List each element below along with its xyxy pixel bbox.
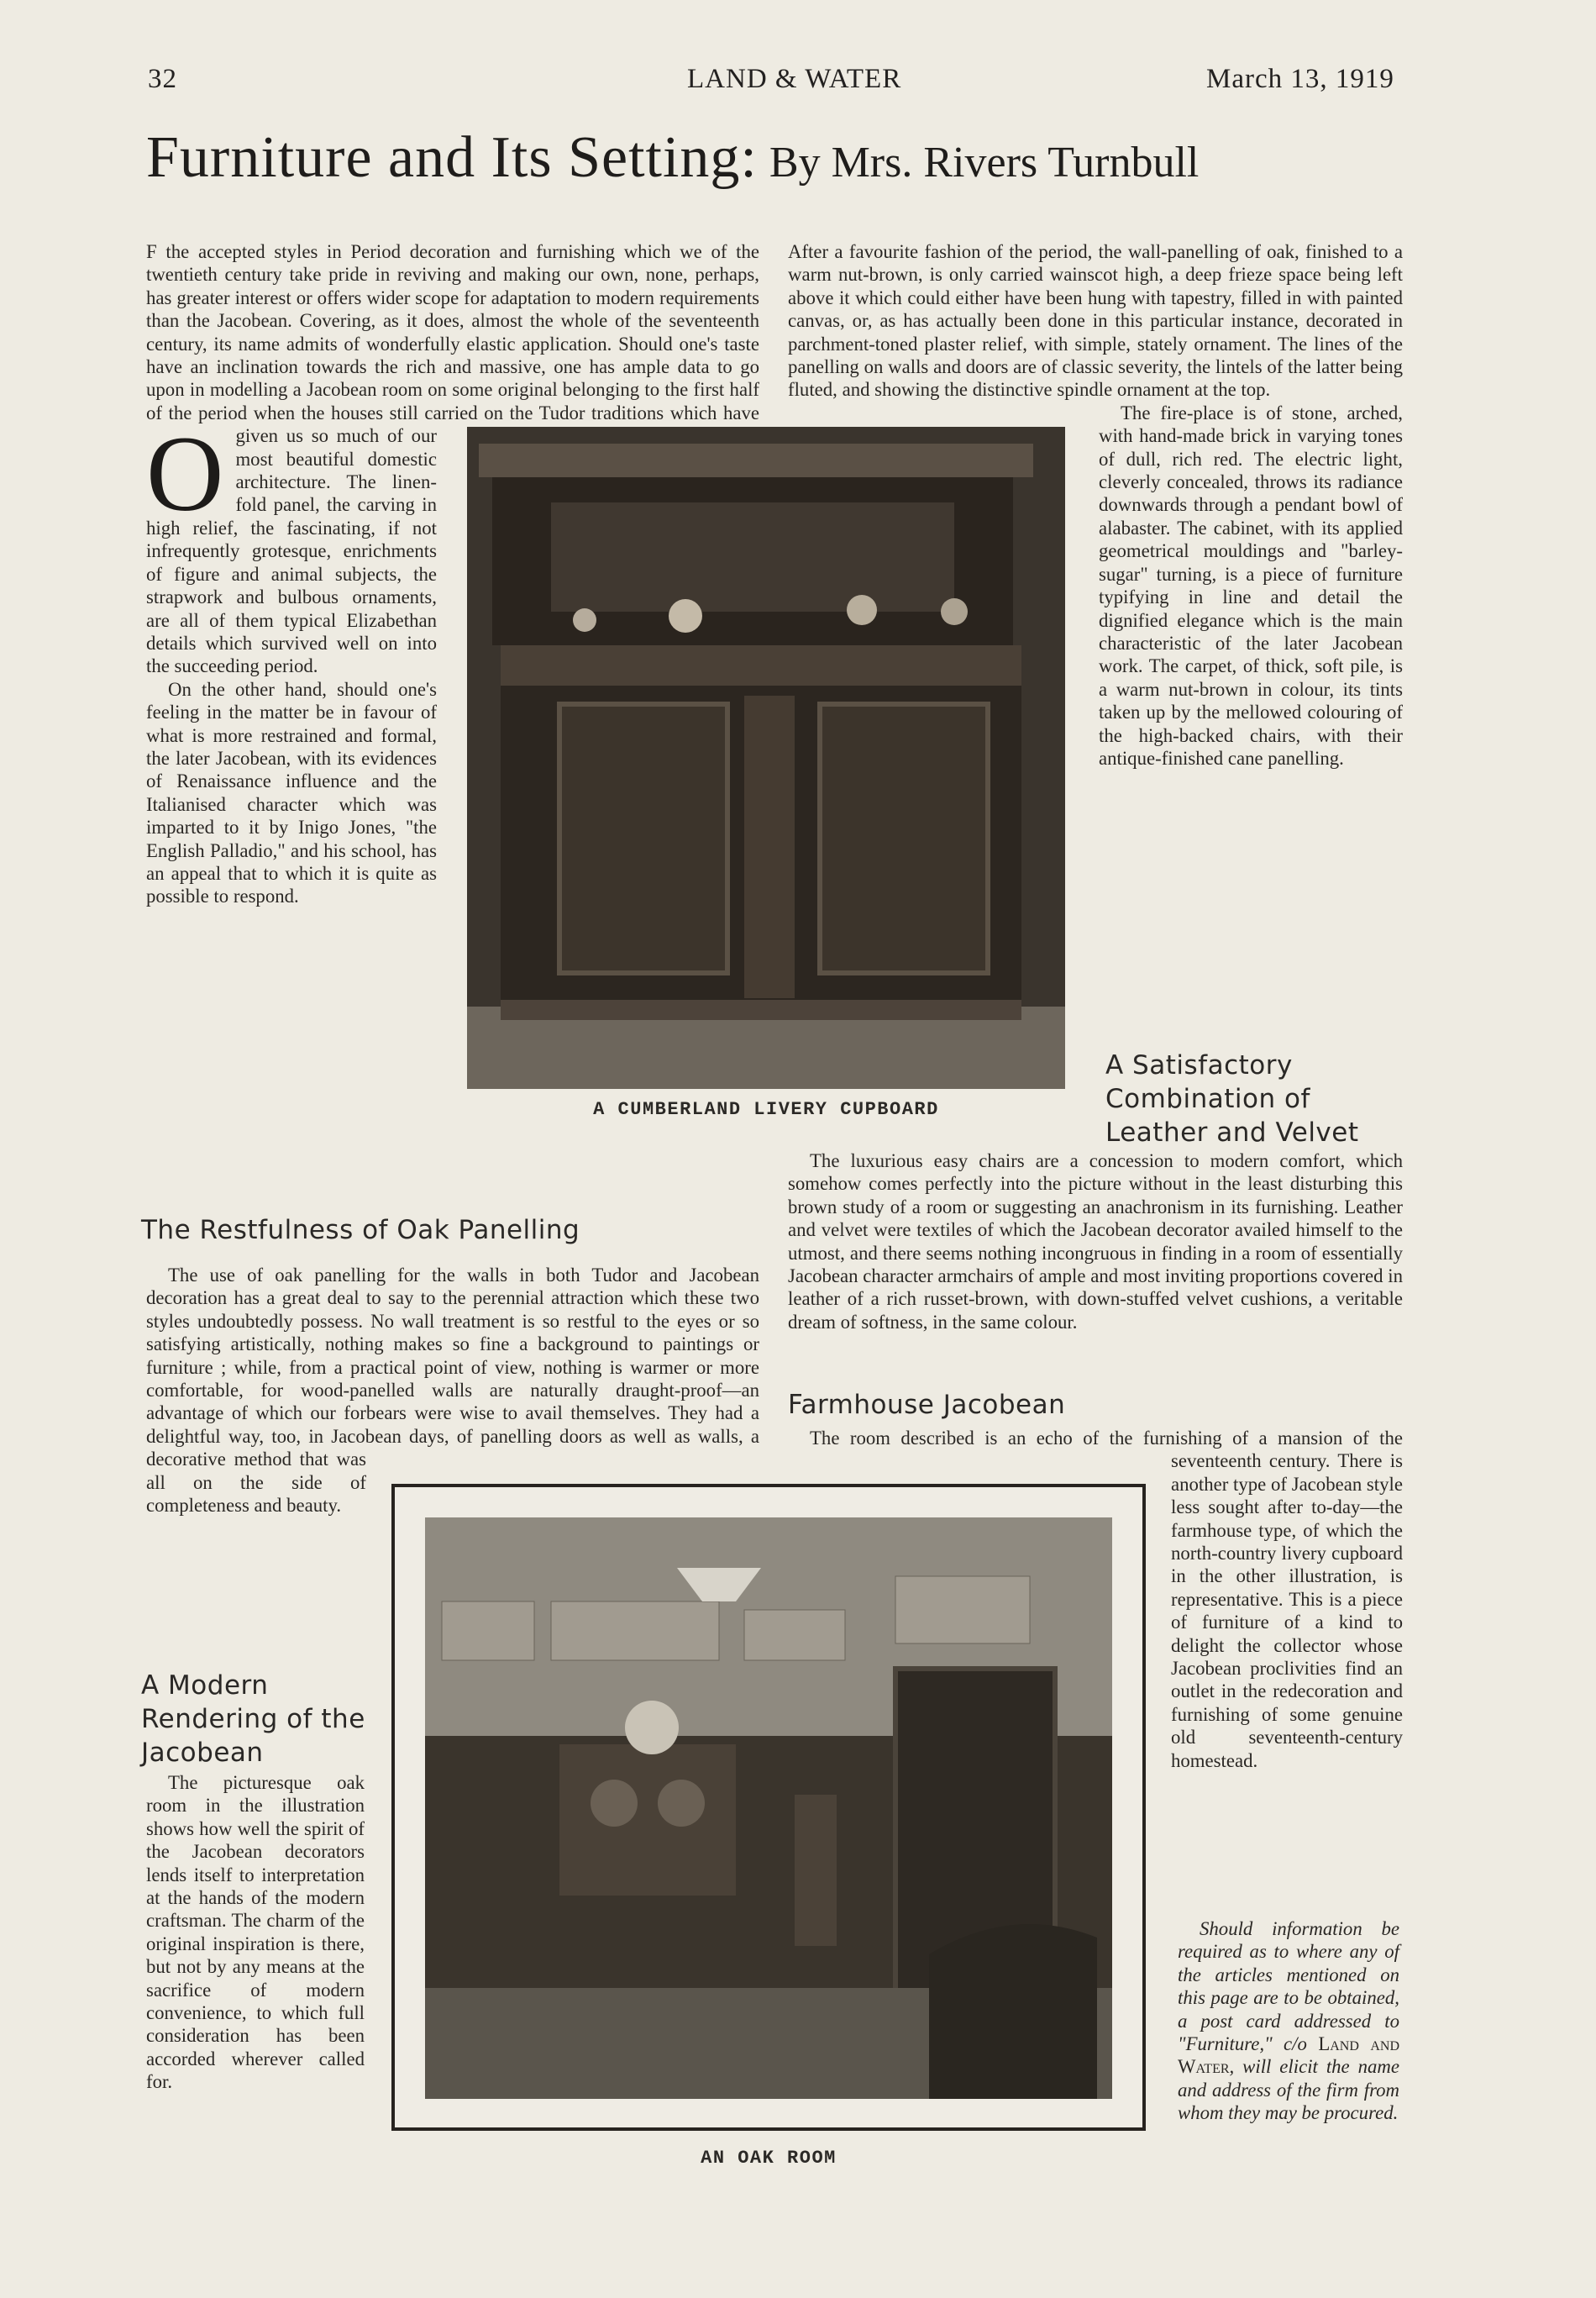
- paragraph-easy-chairs: The luxurious easy chairs are a concession to modern comfort, which somehow comes perfectly into the picture without in the least disturbing this brown study of a room or suggesting an anachronism in its furnishing. Leather and velvet were textiles of which the Jacobean decorator availed himself to the utmost, and there seems nothing incongruous in finding in a room of essentially Jacobean character armchairs of ample and most inviting proportions covered in leather of a rich russet-brown, with down-stuffed velvet cushions, a veritable dream of softness, in the same colour.: [788, 1150, 1403, 1333]
- issue-date: March 13, 1919: [1206, 64, 1394, 94]
- subheading-leather-velvet: A Satisfactory Combination of Leather and Velvet: [1105, 1050, 1359, 1148]
- intro-paragraph: F the accepted styles in Period decoration and furnishing which we of the twentieth century take pride in reviving and making our own, none, perhaps, has greater interest or offers wider scope for adaptation to modern requirements than the Jacobean. Covering, as it does, almost the whole of the seventeenth century, its name admits of wonderfully elastic application. Should one's taste have an inclination towards the rich and massive, one has ample data to go upon in modelling a Jacobean room on some original belonging to the first half of the period when the houses still carried on the Tudor traditions which have given us so much of our most beautiful domestic architecture. The linen-fold panel, the carving in high relief, the fascinating, if not infrequently grotesque, enrichments of figure and animal subjects, the strapwork and bulbous ornaments, are all of them typical Elizabethan details which survived well on into the succeeding period.: [146, 241, 759, 677]
- drop-cap: O: [146, 414, 224, 534]
- paragraph-panelling: The use of oak panelling for the walls in both Tudor and Jacobean decoration has a great deal to say to the perennial attraction which these two styles undoubtedly possess. No wall treatment is so restful to the eyes or so satisfying artistically, nothing makes so fine a background to paintings or furniture ; while, from a practical point of view, nothing is warmer or more comfortable, for wood-panelled walls are naturally draught-proof—an advantage of which our forbears were wise to avail themselves. They had a delightful way, too, in Jacobean days, of panelling doors as well as walls, a decorative method that was all on the side of completeness and beauty.: [146, 1265, 759, 1517]
- left-column-lower: [146, 1771, 365, 2166]
- paragraph-wall-panelling: After a favourite fashion of the period, the wall-panelling of oak, finished to a warm nut-brown, is only carried wainscot high, a deep frieze space being left above it which could either have been hung with tapestry, filled in with painted canvas, or, as has actually been done in this particular instance, decorated in parchment-toned plaster relief, with simple, stately ornament. The lines of the panelling on walls and doors are of classic severity, the lintels of the latter being fluted, and showing the distinctive spindle ornament at the top.: [788, 241, 1403, 401]
- paragraph-farmhouse: The room described is an echo of the furnishing of a mansion of the seventeenth century. There is another type of Jacobean style less sought after to-day—the farmhouse type, of which the north-country livery cupboard in the other illustration, is representative. This is a piece of furniture of a kind to delight the collector whose Jacobean proclivities find an outlet in the redecoration and furnishing of some genuine old seventeenth-century homestead.: [810, 1428, 1403, 1771]
- subheading-farmhouse: Farmhouse Jacobean: [788, 1390, 1066, 1420]
- paragraph-renaissance: On the other hand, should one's feeling in the matter be in favour of what is more restrained and formal, the later Jacobean, with its evidences of Renaissance influence and the Italianised character which was imparted to it by Inigo Jones, "the English Palladio," and his school, has an appeal that to which it is quite as possible to respond.: [146, 678, 437, 907]
- enquiry-note-text: [1178, 1917, 1399, 2125]
- enquiry-note: [1178, 1917, 1399, 2169]
- right-column-lower: [788, 1427, 1403, 1897]
- right-column-upper: [788, 240, 1403, 1047]
- note-part-a: Should information be required as to where any of the articles mentioned on this page are to be obtained, a post card addressed to "Furniture," c/o: [1178, 1918, 1399, 2055]
- byline: By Mrs. Rivers Turnbull: [769, 139, 1200, 187]
- cupboard-caption: A CUMBERLAND LIVERY CUPBOARD: [593, 1099, 939, 1120]
- right-column-middle: [788, 1149, 1403, 1393]
- oak-room-caption: AN OAK ROOM: [701, 2148, 837, 2169]
- subheading-modern-rendering: A Modern Rendering of the Jacobean: [141, 1670, 365, 1768]
- paragraph-fireplace: The fire-place is of stone, arched, with hand-made brick in varying tones of dull, rich red. The electric light, cleverly concealed, throws its radiance downwards through a pendant bowl of alabaster. The cabinet, with its applied geometrical mouldings and "barley-sugar" turning, is a piece of furniture typifying in line and detail the dignified elegance which is the main characteristic of the later Jacobean work. The carpet, of thick, soft pile, is a warm nut-brown in colour, its tints taken up by the mellowed colouring of the high-backed chairs, with their antique-finished cane panelling.: [1099, 402, 1403, 769]
- note-publication: Land and Water: [1178, 2033, 1399, 2078]
- paragraph-modern: The picturesque oak room in the illustration shows how well the spirit of the Jacobean decorators lends itself to interpretation at the hands of the modern craftsman. The charm of the original inspiration is there, but not by any means at the sacrifice of modern convenience, to which full consideration has been accorded wherever called for.: [146, 1772, 365, 2093]
- article-title: [146, 124, 1406, 192]
- publication-name: LAND & WATER: [687, 64, 902, 94]
- title-text: Furniture and Its Setting:: [146, 125, 758, 190]
- note-part-b: , will elicit the name and address of the firm from whom they may be procured.: [1178, 2056, 1399, 2124]
- subheading-restfulness: The Restfulness of Oak Panelling: [141, 1215, 580, 1245]
- page-number: 32: [148, 64, 177, 94]
